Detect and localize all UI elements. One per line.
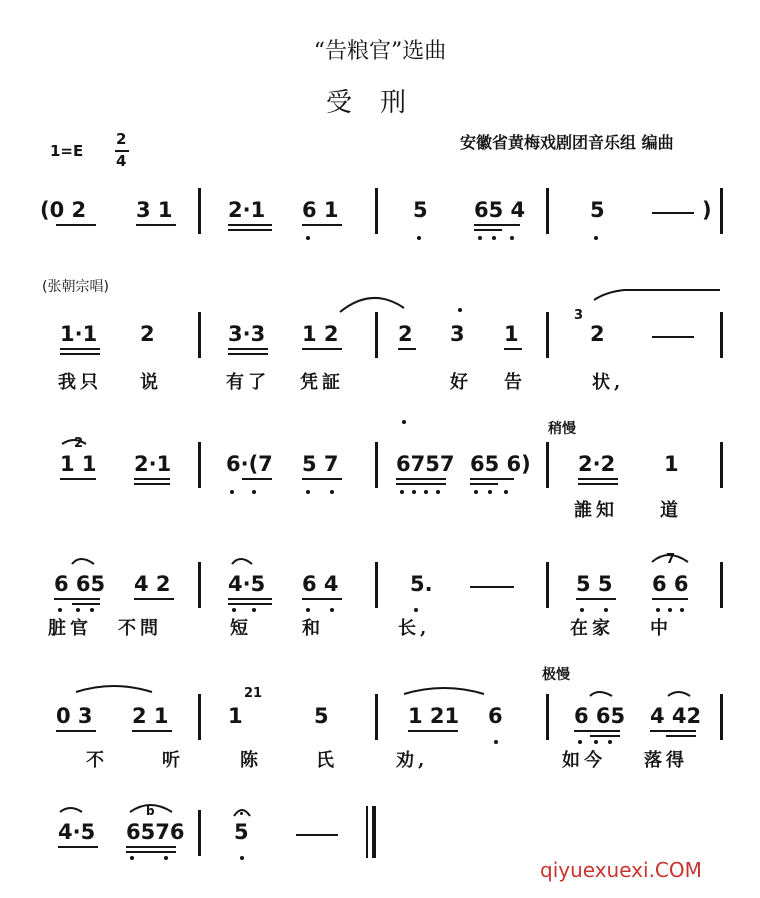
lyric: 中 bbox=[650, 618, 672, 639]
note-group: 6 65 bbox=[54, 572, 106, 596]
lyric: 长, bbox=[398, 618, 431, 639]
lyric: 有了 bbox=[226, 372, 270, 393]
lyric: 脏官 bbox=[48, 618, 92, 639]
note-group: 5 bbox=[314, 704, 329, 728]
note-group: 6 1 bbox=[302, 198, 339, 222]
fermata-dot bbox=[240, 812, 243, 815]
lyric: 和 bbox=[302, 618, 324, 639]
slur bbox=[62, 440, 86, 444]
lyric: 不 bbox=[86, 750, 108, 771]
song-subtitle: 受刑 bbox=[325, 88, 434, 118]
lyric: 誰知 bbox=[574, 500, 618, 521]
note-group: 1 bbox=[664, 452, 679, 476]
lyric: 在家 bbox=[570, 618, 614, 639]
watermark: qiyuexuexi.COM bbox=[540, 858, 702, 882]
note-group: 3·3 bbox=[228, 322, 266, 346]
grace-note: 3 bbox=[574, 308, 584, 323]
lyric: 告 bbox=[504, 372, 526, 393]
lyric: 短 bbox=[230, 618, 252, 639]
lyric: 凭証 bbox=[300, 372, 344, 393]
flat-sign: b bbox=[146, 804, 155, 818]
note-group: 65 6) bbox=[470, 452, 531, 476]
slur bbox=[668, 692, 690, 696]
note-group: 3 bbox=[450, 322, 465, 346]
note-group: 5 bbox=[234, 820, 249, 844]
note-group: 2·1 bbox=[134, 452, 172, 476]
role-label: (张朝宗唱) bbox=[42, 279, 109, 295]
lyric: 状, bbox=[592, 372, 625, 393]
note-group: 1 bbox=[228, 704, 243, 728]
key-signature: 1=E bbox=[50, 142, 84, 160]
grace-note: 2 bbox=[74, 436, 84, 451]
note-group: 1 21 bbox=[408, 704, 460, 728]
slur bbox=[594, 290, 720, 300]
note-group: 5 5 bbox=[576, 572, 613, 596]
note-group: 4 42 bbox=[650, 704, 702, 728]
lyric: 陈 bbox=[240, 750, 262, 771]
lyric: 不問 bbox=[118, 618, 162, 639]
slur bbox=[404, 688, 484, 694]
note-group: 6 65 bbox=[574, 704, 626, 728]
note-group: 3 1 bbox=[136, 198, 173, 222]
slur bbox=[60, 808, 82, 812]
slur bbox=[590, 692, 612, 696]
note-group: 2 bbox=[590, 322, 605, 346]
time-signature-bottom: 4 bbox=[116, 152, 127, 170]
note-group: 1·1 bbox=[60, 322, 98, 346]
note-group: 2·1 bbox=[228, 198, 266, 222]
lyric: 我只 bbox=[58, 372, 102, 393]
note-group: 2 1 bbox=[132, 704, 169, 728]
note-group: 1 bbox=[504, 322, 519, 346]
note-group: 4·5 bbox=[58, 820, 96, 844]
slur bbox=[652, 555, 688, 562]
time-signature-top: 2 bbox=[116, 130, 127, 148]
note-group: 1 2 bbox=[302, 322, 339, 346]
tempo-marking: 极慢 bbox=[542, 667, 570, 683]
grace-note: 7 bbox=[666, 552, 676, 567]
note-group: 4·5 bbox=[228, 572, 266, 596]
note-group: 6 4 bbox=[302, 572, 339, 596]
lyric: 氏 bbox=[316, 750, 338, 771]
lyric: 落得 bbox=[644, 750, 688, 771]
grace-note: 21 bbox=[244, 686, 263, 701]
note-group: 2 bbox=[140, 322, 155, 346]
lyric: 劝, bbox=[396, 750, 429, 771]
lyric: 好 bbox=[450, 372, 472, 393]
slur bbox=[130, 805, 172, 812]
slur bbox=[72, 559, 94, 564]
lyric: 听 bbox=[162, 750, 184, 771]
note-group: 6757 bbox=[396, 452, 455, 476]
note-group: 4 2 bbox=[134, 572, 171, 596]
note-group: 6 bbox=[488, 704, 503, 728]
tempo-marking: 稍慢 bbox=[548, 421, 576, 437]
note-group: 65 4 bbox=[474, 198, 526, 222]
note-group: 2·2 bbox=[578, 452, 616, 476]
note-group: (0 2 bbox=[40, 198, 87, 222]
note-group: 5 bbox=[413, 198, 428, 222]
slur bbox=[340, 298, 404, 312]
song-title: “告粮官”选曲 bbox=[313, 39, 447, 64]
lyric: 道 bbox=[660, 500, 682, 521]
composer-credit: 安徽省黄梅戏剧团音乐组 编曲 bbox=[460, 133, 674, 152]
slur bbox=[76, 686, 152, 692]
note-group: 1 1 bbox=[60, 452, 97, 476]
note-group: 0 3 bbox=[56, 704, 93, 728]
note-group: 5 7 bbox=[302, 452, 339, 476]
note-group: 5. bbox=[410, 572, 433, 596]
note-group: 6 6 bbox=[652, 572, 689, 596]
note-group: 6576 bbox=[126, 820, 185, 844]
lyric: 如今 bbox=[562, 750, 606, 771]
note-group: 5 bbox=[590, 198, 605, 222]
slur bbox=[232, 559, 252, 564]
note-group: ) bbox=[702, 198, 712, 222]
note-group: 6·(7 bbox=[226, 452, 273, 476]
lyric: 说 bbox=[140, 372, 162, 393]
note-group: 2 bbox=[398, 322, 413, 346]
